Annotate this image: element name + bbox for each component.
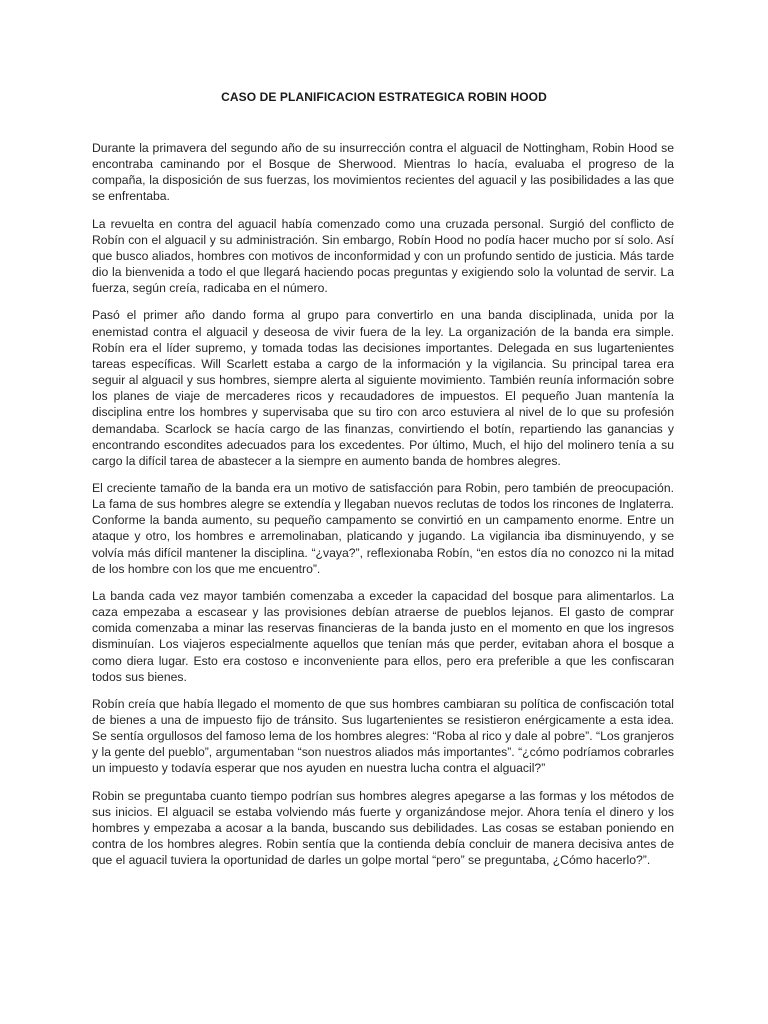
paragraph-1: Durante la primavera del segundo año de su insurrección contra el alguacil de Nottingham, Robin Hood se encontraba caminando por el Bosque de Sherwood. Mientras lo hacía, evaluaba el progreso de la compaña, la disposición de sus fuerzas, los movimientos recientes del aguacil y las posibilidades a las que se enfrentaba.: [92, 141, 674, 204]
document-title: CASO DE PLANIFICACION ESTRATEGICA ROBIN HOOD: [221, 90, 547, 104]
paragraph-7: Robin se preguntaba cuanto tiempo podrían sus hombres alegres apegarse a las formas y los métodos de sus inicios. El alguacil se estaba volviendo más fuerte y organizándose mejor. Ahora tenía el dinero y los hombres y empezaba a acosar a la banda, buscando sus debilidades. Las cosas se estaban poniendo en contra de los hombres alegres. Robin sentía que la contienda debía concluir de manera decisiva antes de que el aguacil tuviera la oportunidad de darles un golpe mortal “pero” se preguntaba, ¿Cómo hacerlo?”.: [92, 788, 674, 868]
paragraph-5: La banda cada vez mayor también comenzaba a exceder la capacidad del bosque para alimentarlos. La caza empezaba a escasear y las provisiones debían atraerse de pueblos lejanos. El gasto de comprar comida comenzaba a minar las reservas financieras de la banda justo en el momento en que los ingresos disminuían. Los viajeros especialmente aquellos que tenían más que perder, evitaban ahora el bosque a como diera lugar. Esto era costoso e inconveniente para ellos, pero era preferible a que les confiscaran todos sus bienes.: [92, 588, 674, 684]
paragraph-4: El creciente tamaño de la banda era un motivo de satisfacción para Robin, pero también de preocupación. La fama de sus hombres alegre se extendía y llegaban nuevos reclutas de todos los rincones de Inglaterra. Conforme la banda aumento, su pequeño campamento se convirtió en un campamento enorme. Entre un ataque y otro, los hombres e arremolinaban, platicando y jugando. La vigilancia iba disminuyendo, y se volvía más difícil mantener la disciplina. “¿vaya?”, reflexionaba Robín, “en estos día no conozco ni la mitad de los hombre con los que me encuentro”.: [92, 480, 674, 576]
paragraph-2: La revuelta en contra del aguacil había comenzado como una cruzada personal. Surgió del conflicto de Robín con el alguacil y su administración. Sin embargo, Robín Hood no podía hacer mucho por sí solo. Así que busco aliados, hombres con motivos de inconformidad y con un profundo sentido de justicia. Más tarde dio la bienvenida a todo el que llegará haciendo pocas preguntas y exigiendo solo la voluntad de servir. La fuerza, según creía, radicaba en el número.: [92, 216, 674, 296]
paragraph-3: Pasó el primer año dando forma al grupo para convertirlo en una banda disciplinada, unida por la enemistad contra el alguacil y deseosa de vivir fuera de la ley. La organización de la banda era simple. Robín era el líder supremo, y tomada todas las decisiones importantes. Delegada en sus lugartenientes tareas específicas. Will Scarlett estaba a cargo de la información y la vigilancia. Su principal tarea era seguir al alguacil y sus hombres, siempre alerta al siguiente movimiento. También reunía información sobre los planes de viaje de mercaderes ricos y recaudadores de impuestos. El pequeño Juan mantenía la disciplina entre los hombres y supervisaba que su tiro con arco estuviera al nivel de lo que su profesión demandaba. Scarlock se hacía cargo de las finanzas, convirtiendo el botín, repartiendo las ganancias y encontrando escondites adecuados para los excedentes. Por último, Much, el hijo del molinero tenía a su cargo la difícil tarea de abastecer a la siempre en aumento banda de hombres alegres.: [92, 308, 674, 468]
document-body: [92, 140, 674, 879]
paragraph-6: Robín creía que había llegado el momento de que sus hombres cambiaran su política de confiscación total de bienes a una de impuesto fijo de tránsito. Sus lugartenientes se resistieron enérgicamente a esta idea. Se sentía orgullosos del famoso lema de los hombres alegres: “Roba al rico y dale al pobre”. “Los granjeros y la gente del pueblo”, argumentaban “son nuestros aliados más importantes”. “¿cómo podríamos cobrarles un impuesto y todavía esperar que nos ayuden en nuestra lucha contra el alguacil?”: [92, 696, 674, 776]
